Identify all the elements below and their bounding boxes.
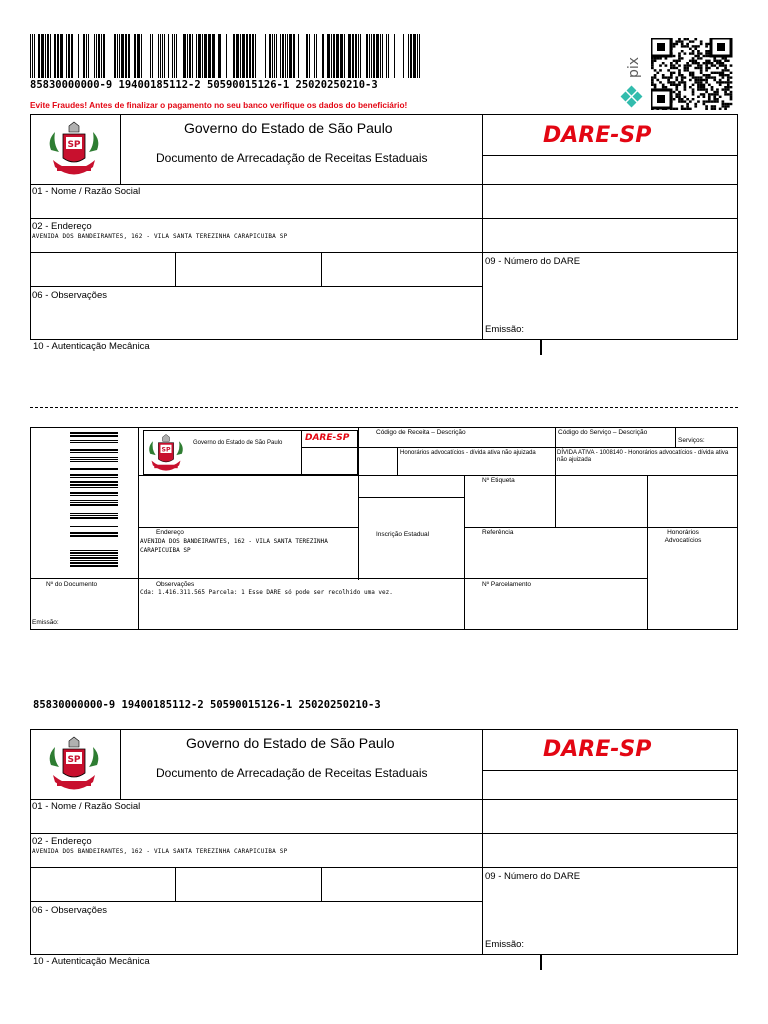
svg-text:SP: SP	[67, 140, 81, 150]
honorarios-label: Honorários Advocatícios	[664, 529, 702, 544]
qr-code	[651, 38, 733, 110]
endereco-label: 02 - Endereço	[32, 221, 92, 232]
svg-text:SP: SP	[67, 755, 81, 765]
header-title-2: Governo do Estado de São Paulo	[186, 735, 395, 751]
numdoc-label: Nº do Documento	[46, 581, 98, 588]
barcode-digits-middle: 85830000000-9 19400185112-2 50590015126-1 25020250210-3	[33, 699, 381, 711]
codigo-servico-label: Código do Serviço – Descrição	[558, 429, 648, 436]
endereco-value: AVENIDA DOS BANDEIRANTES, 162 - VILA SANTA TEREZINHA CARAPICUIBA SP	[32, 233, 288, 240]
observacoes-label: 06 - Observações	[32, 290, 107, 301]
barcode-digits-top: 85830000000-9 19400185112-2 50590015126-1 25020250210-3	[30, 79, 378, 91]
header-subtitle: Documento de Arrecadação de Receitas Estaduais	[156, 151, 428, 165]
stub-title: Governo do Estado de São Paulo	[193, 440, 283, 446]
stub-brand: DARE-SP	[305, 433, 350, 443]
emissao-label-2: Emissão:	[485, 939, 525, 950]
sp-coat-of-arms	[45, 120, 103, 178]
inscricao-label: Inscrição Estadual	[376, 531, 430, 538]
fraud-warning: Evite Fraudes! Antes de finalizar o pagamento no seu banco verifique os dados do beneficiário!	[30, 100, 408, 110]
receita-desc: Honorários advocatícios - dívida ativa não ajuizada	[400, 450, 536, 456]
endereco-label-2: 02 - Endereço	[32, 836, 92, 847]
header-subtitle-2: Documento de Arrecadação de Receitas Estaduais	[156, 766, 428, 780]
nome-label-2: 01 - Nome / Razão Social	[32, 801, 141, 812]
numero-dare-label-2: 09 - Número do DARE	[485, 871, 581, 882]
servico-desc: DÍVIDA ATIVA - 1008140 - Honorários advocatícios - dívida ativa não ajuizada	[557, 450, 729, 463]
pix-text: pix	[626, 56, 642, 78]
servicos-label: Serviços:	[678, 437, 705, 444]
nome-label: 01 - Nome / Razão Social	[32, 186, 141, 197]
sp-coat-of-arms-2	[45, 735, 103, 793]
header-title: Governo do Estado de São Paulo	[184, 120, 393, 136]
referencia-label: Referência	[482, 529, 514, 536]
svg-text:SP: SP	[161, 446, 171, 454]
stub-endereco-value: AVENIDA DOS BANDEIRANTES, 162 - VILA SANTA TEREZINHA CARAPICUIBA SP	[140, 538, 328, 554]
endereco-value-2: AVENIDA DOS BANDEIRANTES, 162 - VILA SANTA TEREZINHA CARAPICUIBA SP	[32, 848, 288, 855]
codigo-receita-label: Código de Receita – Descrição	[376, 429, 466, 436]
top-barcode	[30, 34, 422, 78]
stub-emissao-label: Emissão:	[32, 619, 59, 626]
autenticacao-label-2: 10 - Autenticação Mecânica	[33, 956, 150, 967]
stub-coat-of-arms	[146, 433, 186, 473]
dare-sp-brand: DARE-SP	[543, 123, 652, 148]
observacoes-label-2: 06 - Observações	[32, 905, 107, 916]
stub-observacoes-label: Observações	[156, 581, 195, 588]
stub-endereco-label: Endereço	[156, 529, 184, 536]
numero-dare-label: 09 - Número do DARE	[485, 256, 581, 267]
stub-barcode	[70, 432, 120, 572]
etiqueta-label: Nº Etiqueta	[482, 477, 515, 484]
pix-logo	[618, 40, 648, 110]
emissao-label: Emissão:	[485, 324, 525, 335]
autenticacao-label: 10 - Autenticação Mecânica	[33, 341, 150, 352]
dare-sp-brand-2: DARE-SP	[543, 737, 652, 762]
parcelamento-label: Nº Parcelamento	[482, 581, 531, 588]
cut-line	[30, 407, 738, 408]
stub-observacoes-value: Cda: 1.416.311.565 Parcela: 1 Esse DARE só pode ser recolhido uma vez.	[140, 589, 393, 596]
